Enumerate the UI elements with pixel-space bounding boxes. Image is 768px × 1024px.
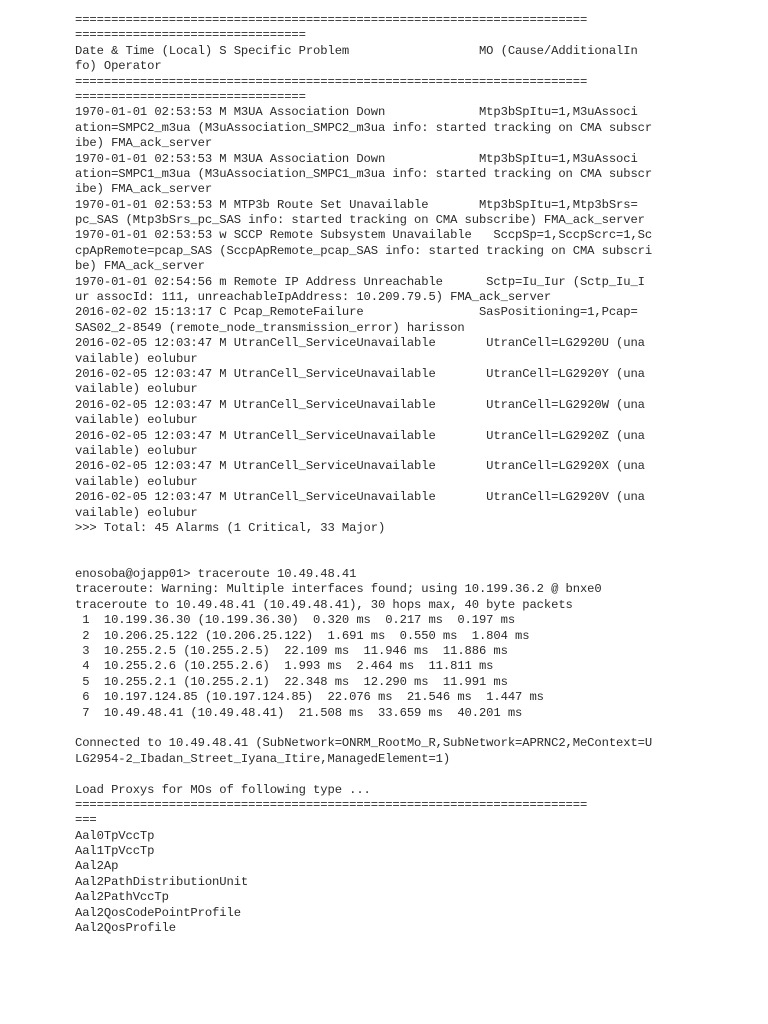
terminal-line (75, 552, 675, 567)
terminal-line: Date & Time (Local) S Specific Problem MO (Cause/AdditionalIn (75, 43, 638, 58)
terminal-line: traceroute: Warning: Multiple interfaces found; using 10.199.36.2 @ bnxe0 (75, 582, 602, 597)
terminal-line: 2016-02-05 12:03:47 M UtranCell_ServiceUnavailable UtranCell=LG2920W (una (75, 397, 645, 412)
terminal-line: 1970-01-01 02:53:53 M M3UA Association Down Mtp3bSpItu=1,M3uAssoci (75, 105, 638, 120)
terminal-line: 2016-02-02 15:13:17 C Pcap_RemoteFailure SasPositioning=1,Pcap= (75, 305, 638, 320)
terminal-line: ur assocId: 111, unreachableIpAddress: 10.209.79.5) FMA_ack_server (75, 290, 552, 305)
terminal-line: Aal2QosProfile (75, 921, 176, 936)
terminal-line: Aal1TpVccTp (75, 844, 155, 859)
terminal-line: ation=SMPC1_m3ua (M3uAssociation_SMPC1_m3ua info: started tracking on CMA subscr (75, 166, 653, 181)
terminal-line (75, 536, 675, 551)
terminal-line: Aal2PathVccTp (75, 890, 169, 905)
terminal-line: ================================ (75, 89, 306, 104)
terminal-line: ======================================================================= (75, 13, 588, 27)
terminal-line: Aal2Ap (75, 859, 119, 874)
terminal-line: pc_SAS (Mtp3bSrs_pc_SAS info: started tracking on CMA subscribe) FMA_ack_server (75, 213, 645, 228)
terminal-line: Aal2QosCodePointProfile (75, 905, 241, 920)
terminal-line: 2016-02-05 12:03:47 M UtranCell_ServiceUnavailable UtranCell=LG2920Y (una (75, 366, 645, 381)
terminal-line: ibe) FMA_ack_server (75, 182, 213, 197)
terminal-line: traceroute to 10.49.48.41 (10.49.48.41), 30 hops max, 40 byte packets (75, 597, 573, 612)
terminal-line: LG2954-2_Ibadan_Street_Iyana_Itire,ManagedElement=1) (75, 751, 451, 766)
terminal-line: SAS02_2-8549 (remote_node_transmission_error) harisson (75, 320, 465, 335)
terminal-line: vailable) eolubur (75, 351, 198, 366)
terminal-line: 1 10.199.36.30 (10.199.36.30) 0.320 ms 0.217 ms 0.197 ms (75, 613, 516, 628)
terminal-line: 2016-02-05 12:03:47 M UtranCell_ServiceUnavailable UtranCell=LG2920Z (una (75, 428, 645, 443)
terminal-line: ======================================================================= (75, 74, 588, 89)
terminal-line (75, 767, 675, 782)
terminal-line: ation=SMPC2_m3ua (M3uAssociation_SMPC2_m3ua info: started tracking on CMA subscr (75, 120, 653, 135)
terminal-line: 1970-01-01 02:53:53 M M3UA Association Down Mtp3bSpItu=1,M3uAssoci (75, 151, 638, 166)
terminal-line: >>> Total: 45 Alarms (1 Critical, 33 Major) (75, 520, 386, 535)
terminal-line: 1970-01-01 02:53:53 w SCCP Remote Subsystem Unavailable SccpSp=1,SccpScrc=1,Sc (75, 228, 653, 243)
terminal-line: 2016-02-05 12:03:47 M UtranCell_ServiceUnavailable UtranCell=LG2920X (una (75, 459, 645, 474)
terminal-line: fo) Operator (75, 59, 162, 74)
terminal-line: Aal2PathDistributionUnit (75, 874, 249, 889)
terminal-line: ================================ (75, 28, 306, 43)
terminal-line: Aal0TpVccTp (75, 828, 155, 843)
terminal-line: vailable) eolubur (75, 474, 198, 489)
terminal-line: vailable) eolubur (75, 382, 198, 397)
terminal-output[interactable] (75, 13, 675, 936)
terminal-line: ibe) FMA_ack_server (75, 136, 213, 151)
terminal-line: vailable) eolubur (75, 505, 198, 520)
terminal-line: 7 10.49.48.41 (10.49.48.41) 21.508 ms 33.659 ms 40.201 ms (75, 705, 523, 720)
terminal-line (75, 721, 675, 736)
terminal-line: 4 10.255.2.6 (10.255.2.6) 1.993 ms 2.464 ms 11.811 ms (75, 659, 494, 674)
terminal-line: === (75, 813, 97, 828)
terminal-line: 3 10.255.2.5 (10.255.2.5) 22.109 ms 11.946 ms 11.886 ms (75, 644, 508, 659)
terminal-line: 6 10.197.124.85 (10.197.124.85) 22.076 ms 21.546 ms 1.447 ms (75, 690, 544, 705)
terminal-line: 5 10.255.2.1 (10.255.2.1) 22.348 ms 12.290 ms 11.991 ms (75, 674, 508, 689)
terminal-line: 2 10.206.25.122 (10.206.25.122) 1.691 ms 0.550 ms 1.804 ms (75, 628, 530, 643)
terminal-line: vailable) eolubur (75, 443, 198, 458)
terminal-line: ======================================================================= (75, 797, 588, 812)
terminal-line: be) FMA_ack_server (75, 259, 205, 274)
terminal-line: cpApRemote=pcap_SAS (SccpApRemote_pcap_SAS info: started tracking on CMA subscri (75, 243, 653, 258)
terminal-line: 1970-01-01 02:53:53 M MTP3b Route Set Unavailable Mtp3bSpItu=1,Mtp3bSrs= (75, 197, 638, 212)
terminal-line: Connected to 10.49.48.41 (SubNetwork=ONRM_RootMo_R,SubNetwork=APRNC2,MeContext=U (75, 736, 653, 751)
terminal-line: vailable) eolubur (75, 413, 198, 428)
terminal-line: Load Proxys for MOs of following type ... (75, 782, 371, 797)
terminal-line: 2016-02-05 12:03:47 M UtranCell_ServiceUnavailable UtranCell=LG2920U (una (75, 336, 645, 351)
terminal-line: 2016-02-05 12:03:47 M UtranCell_ServiceUnavailable UtranCell=LG2920V (una (75, 490, 645, 505)
terminal-line: 1970-01-01 02:54:56 m Remote IP Address Unreachable Sctp=Iu_Iur (Sctp_Iu_I (75, 274, 645, 289)
terminal-line: enosoba@ojapp01> traceroute 10.49.48.41 (75, 567, 357, 582)
